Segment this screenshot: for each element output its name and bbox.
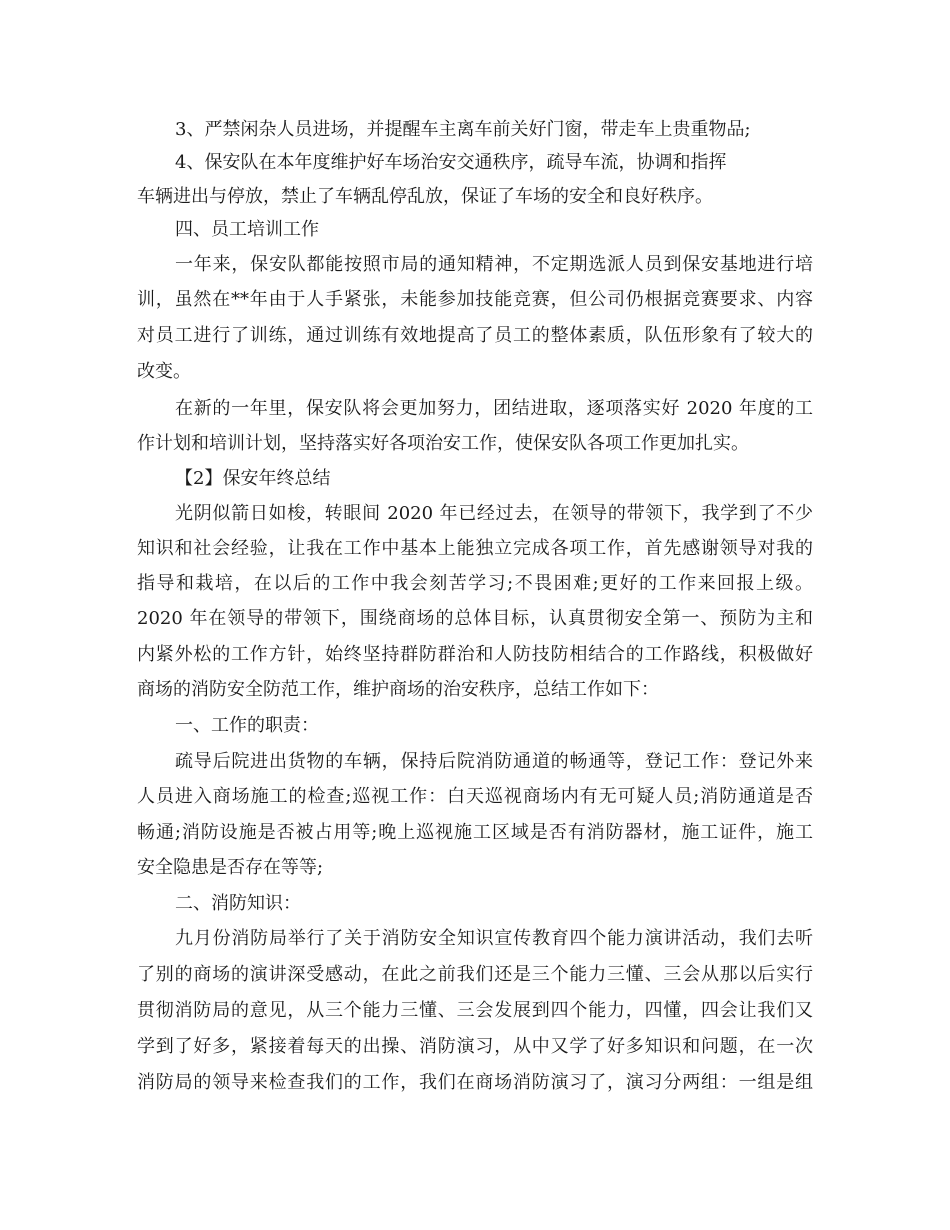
text-line: 3、严禁闲杂人员进场，并提醒车主离车前关好门窗，带走车上贵重物品; <box>175 119 751 140</box>
text-line: 安全隐患是否存在等等; <box>137 857 324 878</box>
text-line: 对员工进行了训练，通过训练有效地提高了员工的整体素质，队伍形象有了较大的 <box>137 325 813 346</box>
text-line: 内紧外松的工作方针，始终坚持群防群治和人防技防相结合的工作路线，积极做好 <box>137 644 813 665</box>
text-line: 指导和栽培，在以后的工作中我会刻苦学习;不畏困难;更好的工作来回报上级。 <box>137 573 813 594</box>
text-line: 九月份消防局举行了关于消防安全知识宣传教育四个能力演讲活动，我们去听 <box>175 928 813 949</box>
text-line: 商场的消防安全防范工作，维护商场的治安秩序，总结工作如下： <box>137 679 659 700</box>
text-line: 改变。 <box>137 361 191 382</box>
text-line: 疏导后院进出货物的车辆，保持后院消防通道的畅通等，登记工作：登记外来 <box>175 751 813 772</box>
text-line: 知识和社会经验，让我在工作中基本上能独立完成各项工作，首先感谢领导对我的 <box>137 538 813 559</box>
text-line: 了别的商场的演讲深受感动，在此之前我们还是三个能力三懂、三会从那以后实行 <box>137 964 813 985</box>
text-line: 在新的一年里，保安队将会更加努力，团结进取，逐项落实好 2020 年度的工 <box>175 398 813 419</box>
text-line: 光阴似箭日如梭，转眼间 2020 年已经过去，在领导的带领下，我学到了不少 <box>175 503 813 524</box>
section-heading: 二、消防知识： <box>175 893 301 914</box>
text-line: 2020 年在领导的带领下，围绕商场的总体目标，认真贯彻安全第一、预防为主和 <box>137 608 813 629</box>
text-line: 一年来，保安队都能按照市局的通知精神，不定期选派人员到保安基地进行培 <box>175 254 813 275</box>
section-heading: 四、员工培训工作 <box>175 219 319 240</box>
text-line: 人员进入商场施工的检查;巡视工作：白天巡视商场内有无可疑人员;消防通道是否 <box>137 786 813 807</box>
text-line: 作计划和培训计划，坚持落实好各项治安工作，使保安队各项工作更加扎实。 <box>137 433 749 454</box>
text-line: 贯彻消防局的意见，从三个能力三懂、三会发展到四个能力，四懂，四会让我们又 <box>137 1000 813 1021</box>
article-heading: 【2】保安年终总结 <box>175 468 331 489</box>
text-line: 畅通;消防设施是否被占用等;晚上巡视施工区域是否有消防器材，施工证件，施工 <box>137 822 813 843</box>
text-line: 4、保安队在本年度维护好车场治安交通秩序，疏导车流，协调和指挥 <box>175 152 727 173</box>
text-line: 消防局的领导来检查我们的工作，我们在商场消防演习了，演习分两组：一组是组 <box>137 1072 813 1093</box>
text-line: 学到了好多，紧接着每天的出操、消防演习，从中又学了好多知识和问题，在一次 <box>137 1036 813 1057</box>
text-line: 训，虽然在**年由于人手紧张，未能参加技能竞赛，但公司仍根据竞赛要求、内容 <box>137 289 813 310</box>
text-line: 车辆进出与停放，禁止了车辆乱停乱放，保证了车场的安全和良好秩序。 <box>137 186 713 207</box>
section-heading: 一、工作的职责： <box>175 715 319 736</box>
